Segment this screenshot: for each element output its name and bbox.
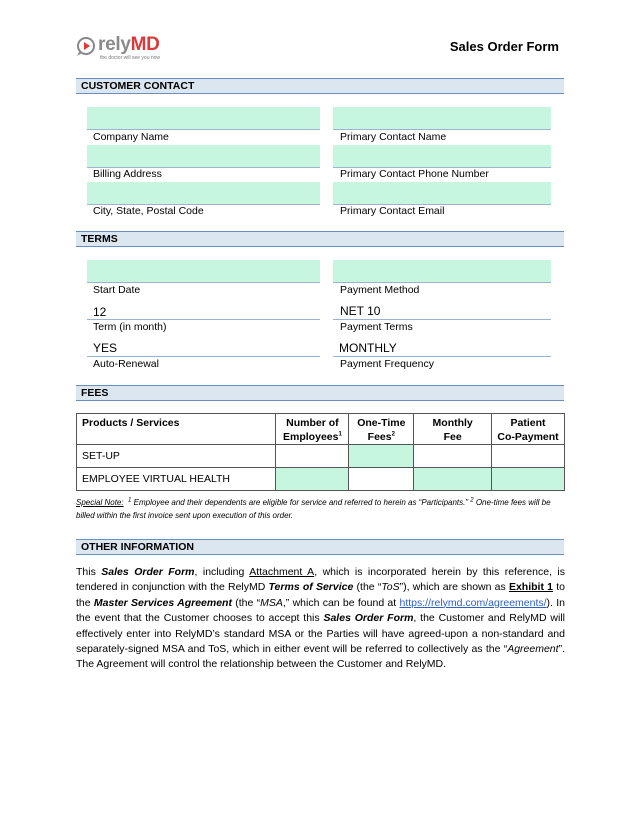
copay-cell[interactable] (492, 468, 565, 491)
payment-method-field[interactable] (333, 260, 551, 282)
term-months-value[interactable]: 12 (93, 305, 107, 319)
attachment-a-ref: Attachment A (249, 566, 315, 578)
col-patient-line2: Co-Payment (497, 431, 559, 443)
footnote-2-mark: 2 (470, 497, 474, 504)
company-name-field[interactable] (87, 107, 320, 129)
fees-table (76, 413, 565, 491)
exhibit-1-ref: Exhibit 1 (508, 581, 554, 594)
col-patient-copay (492, 414, 565, 445)
payment-terms-label: Payment Terms (340, 321, 413, 333)
payment-method-label: Payment Method (340, 284, 420, 296)
play-bubble-icon (76, 36, 96, 56)
onetime-fee-cell[interactable] (349, 445, 414, 468)
section-customer-contact: CUSTOMER CONTACT (76, 78, 564, 94)
col-employees-line2: Employees (283, 431, 339, 443)
billing-address-label: Billing Address (93, 168, 162, 180)
page-title: Sales Order Form (449, 39, 559, 54)
payment-frequency-value[interactable]: MONTHLY (339, 341, 397, 355)
table-row (77, 445, 565, 468)
table-row (77, 468, 565, 491)
primary-contact-phone-field[interactable] (333, 145, 551, 167)
term-months-label: Term (in month) (93, 321, 167, 333)
logo-md: MD (130, 34, 160, 55)
field-underline (87, 319, 320, 320)
primary-contact-email-field[interactable] (333, 182, 551, 204)
agreements-link[interactable]: https://relymd.com/agreements/ (399, 596, 547, 609)
city-state-postal-label: City, State, Postal Code (93, 205, 204, 217)
section-fees: FEES (76, 385, 564, 401)
footnote-2-ref: 2 (391, 431, 395, 438)
section-terms: TERMS (76, 231, 564, 247)
logo-wordmark (98, 34, 160, 56)
col-onetime-line2: Fees (367, 431, 392, 443)
col-products-label: Products / Services (82, 417, 180, 429)
primary-contact-name-field[interactable] (333, 107, 551, 129)
col-employees-line1: Number of (286, 417, 339, 429)
other-information-paragraph: This Sales Order Form, including Attachment A, which is incorporated herein by this reference, is tendered in conjunction with the RelyMD Terms of Service (the “ToS”), which are shown as Exhibit 1 to the Master Services Agreement (the “MSA,” which can be found at https://relymd.com/agreements/). In the event that the Customer chooses to accept this Sales Order Form, the Customer and RelyMD will effectively enter into RelyMD’s standard MSA or the Parties will have agreed-upon a non-standard and separately-signed MSA and ToS, which in either event will be referred to collectively as the “Agreement”. The Agreement will control the relationship between the Customer and RelyMD. (76, 566, 566, 671)
monthly-fee-cell[interactable] (414, 468, 492, 491)
field-underline (87, 129, 320, 130)
company-name-label: Company Name (93, 131, 169, 143)
product-cell: SET-UP (77, 445, 276, 468)
product-cell: EMPLOYEE VIRTUAL HEALTH (77, 468, 276, 491)
special-note-prefix: Special Note: (76, 498, 124, 507)
footnote-1-ref: 1 (338, 431, 342, 438)
city-state-postal-field[interactable] (87, 182, 320, 204)
special-note (76, 496, 566, 522)
auto-renewal-value[interactable]: YES (93, 341, 118, 355)
col-monthly-fee (414, 414, 492, 445)
monthly-fee-cell[interactable] (414, 445, 492, 468)
payment-terms-value[interactable]: NET 10 (340, 304, 381, 318)
employees-cell[interactable] (276, 468, 349, 491)
logo-rely: rely (98, 34, 131, 55)
copay-cell[interactable] (492, 445, 565, 468)
footnote-1-mark: 1 (128, 497, 132, 504)
field-underline (333, 356, 551, 357)
col-products (77, 414, 276, 445)
auto-renewal-label: Auto-Renewal (93, 358, 159, 370)
col-patient-line1: Patient (510, 417, 546, 429)
footnote-2-text: One-time fees will be billed within the first invoice sent upon execution of this order. (76, 498, 551, 520)
employees-cell[interactable] (276, 445, 349, 468)
col-monthly-line1: Monthly (432, 417, 473, 429)
field-underline (333, 129, 551, 130)
field-underline (87, 282, 320, 283)
primary-contact-name-label: Primary Contact Name (340, 131, 447, 143)
footnote-1-text: Employee and their dependents are eligible for service and referred to herein as “Participants.” (131, 498, 471, 507)
col-onetime-line1: One-Time (357, 417, 406, 429)
field-underline (87, 356, 320, 357)
field-underline (333, 319, 551, 320)
fees-header-row (77, 414, 565, 445)
col-employees (276, 414, 349, 445)
primary-contact-email-label: Primary Contact Email (340, 205, 445, 217)
primary-contact-phone-label: Primary Contact Phone Number (340, 168, 489, 180)
start-date-field[interactable] (87, 260, 320, 282)
relymd-logo (76, 34, 176, 64)
start-date-label: Start Date (93, 284, 141, 296)
logo-tagline: the doctor will see you now (100, 55, 161, 61)
payment-frequency-label: Payment Frequency (340, 358, 434, 370)
field-underline (333, 282, 551, 283)
onetime-fee-cell[interactable] (349, 468, 414, 491)
billing-address-field[interactable] (87, 145, 320, 167)
section-other-information: OTHER INFORMATION (76, 539, 564, 555)
col-monthly-line2: Fee (443, 431, 462, 443)
col-onetime-fees (349, 414, 414, 445)
